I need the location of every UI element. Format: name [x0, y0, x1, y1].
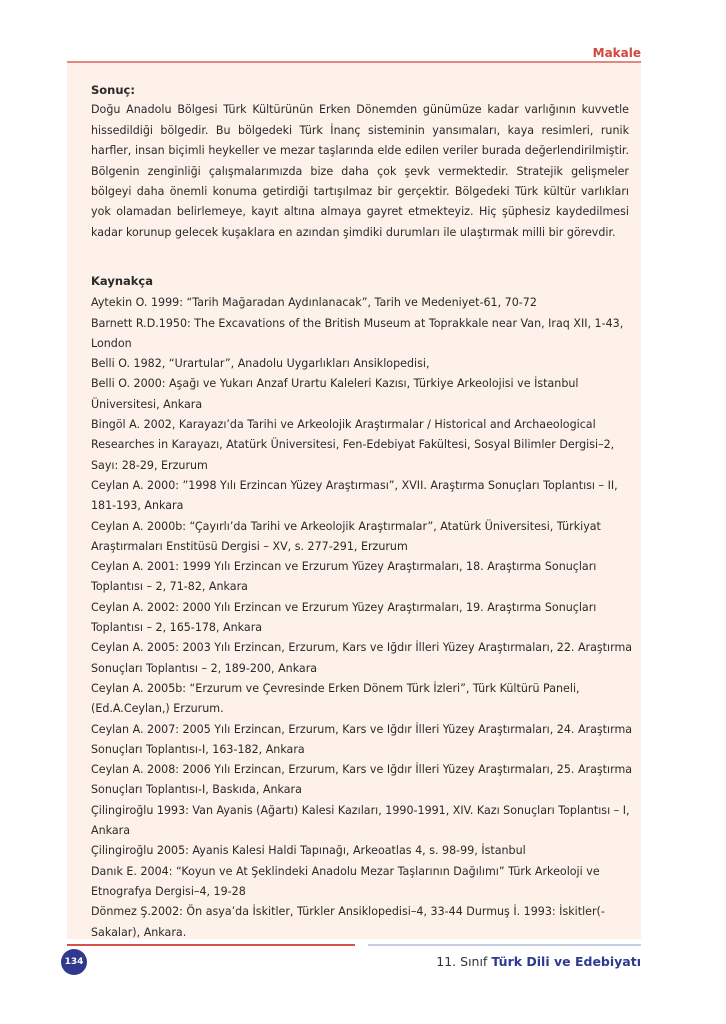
references-section: [91, 271, 639, 943]
reference-item: Ceylan A. 2000: ”1998 Yılı Erzincan Yüzey Araştırması”, XVII. Araştırma Sonuçları Toplantısı – II, 181-193, Ankara: [91, 478, 618, 513]
reference-item: Belli O. 2000: Aşağı ve Yukarı Anzaf Urartu Kaleleri Kazısı, Türkiye Arkeolojisi ve İstanbul Üniversitesi, Ankara: [91, 377, 579, 411]
references-heading: Kaynakça: [91, 274, 153, 288]
reference-item: Ceylan A. 2002: 2000 Yılı Erzincan ve Erzurum Yüzey Araştırmaları, 19. Araştırma Sonuçları Toplantısı – 2, 165-178, Ankara: [91, 600, 597, 635]
footer-title: [436, 954, 641, 969]
conclusion-text: Doğu Anadolu Bölgesi Türk Kültürünün Erken Dönemden günümüze kadar varlığının kuvvetle hissedildiği bölgedir. Bu bölgedeki Türk İnanç sisteminin yansımaları, kaya resimleri, runik harfler, insan biçimli heykeller ve mezar taşlarında elde edilen veriler burada değerlendirilmiştir. Bölgenin zenginliği çalışmalarımızda bize daha çok şevk vermektedir. Stratejik gelişmeler bölgeyi daha önemli konuma getirdiği tartışılmaz bir gerçektir. Bölgedeki Türk kültür varlıkları yok olamadan belirlemeye, kayıt altına almaya gayret etmekteyiz. Hiç şüphesiz kaydedilmesi kadar korunup gelecek kuşaklara en azından şimdiki durumları ile ulaştırmak milli bir görevdir.: [91, 103, 629, 239]
footer-divider-left: [67, 944, 355, 946]
conclusion-section: [91, 80, 629, 243]
reference-item: Ceylan A. 2007: 2005 Yılı Erzincan, Erzurum, Kars ve Iğdır İlleri Yüzey Araştırmaları, 24. Araştırma Sonuçları Toplantısı-I, 163-182, Ankara: [91, 722, 633, 756]
reference-item: Ceylan A. 2005b: “Erzurum ve Çevresinde Erken Dönem Türk İzleri”, Türk Kültürü Paneli, (Ed.A.Ceylan,) Erzurum.: [91, 681, 580, 716]
reference-item: Bingöl A. 2002, Karayazı’da Tarihi ve Arkeolojik Araştırmalar / Historical and Archaeological Researches in Karayazı, Atatürk Üniversitesi, Fen-Edebiyat Fakültesi, Sosyal Bilimler Dergisi–2, Sayı: 28-29, Erzurum: [91, 418, 615, 472]
reference-item: Belli O. 1982, “Urartular”, Anadolu Uygarlıkları Ansiklopedisi,: [91, 357, 430, 371]
footer-course: Türk Dili ve Edebiyatı: [491, 954, 641, 969]
conclusion-heading: Sonuç:: [91, 83, 135, 97]
article-panel: [67, 63, 641, 939]
footer-divider-right: [368, 944, 641, 946]
page-number-badge: 134: [61, 949, 87, 975]
reference-item: Aytekin O. 1999: “Tarih Mağaradan Aydınlanacak”, Tarih ve Medeniyet-61, 70-72: [91, 296, 537, 310]
reference-item: Barnett R.D.1950: The Excavations of the British Museum at Toprakkale near Van, Iraq XII, 1-43, London: [91, 316, 624, 350]
reference-item: Çilingiroğlu 2005: Ayanis Kalesi Haldi Tapınağı, Arkeoatlas 4, s. 98-99, İstanbul: [91, 844, 526, 858]
section-label: Makale: [592, 46, 641, 60]
reference-item: Danık E. 2004: “Koyun ve At Şeklindeki Anadolu Mezar Taşlarının Dağılımı” Türk Arkeoloji ve Etnografya Dergisi–4, 19-28: [91, 864, 600, 898]
reference-item: Ceylan A. 2001: 1999 Yılı Erzincan ve Erzurum Yüzey Araştırmaları, 18. Araştırma Sonuçları Toplantısı – 2, 71-82, Ankara: [91, 560, 597, 594]
reference-item: Ceylan A. 2000b: “Çayırlı’da Tarihi ve Arkeolojik Araştırmalar”, Atatürk Üniversitesi, Türkiyat Araştırmaları Enstitüsü Dergisi – XV, s. 277-291, Erzurum: [91, 519, 601, 553]
reference-item: Ceylan A. 2008: 2006 Yılı Erzincan, Erzurum, Kars ve Iğdır İlleri Yüzey Araştırmaları, 25. Araştırma Sonuçları Toplantısı-I, Baskıda, Ankara: [91, 763, 633, 797]
reference-item: Çilingiroğlu 1993: Van Ayanis (Ağartı) Kalesi Kazıları, 1990-1991, XIV. Kazı Sonuçları Toplantısı – I, Ankara: [91, 803, 630, 838]
reference-item: Dönmez Ş.2002: Ön asya’da İskitler, Türkler Ansiklopedisi–4, 33-44 Durmuş İ. 1993: İskitler(-Sakalar), Ankara.: [91, 905, 605, 939]
footer-grade: 11. Sınıf: [436, 954, 488, 969]
reference-item: Ceylan A. 2005: 2003 Yılı Erzincan, Erzurum, Kars ve Iğdır İlleri Yüzey Araştırmaları, 22. Araştırma Sonuçları Toplantısı – 2, 189-200, Ankara: [91, 641, 633, 675]
